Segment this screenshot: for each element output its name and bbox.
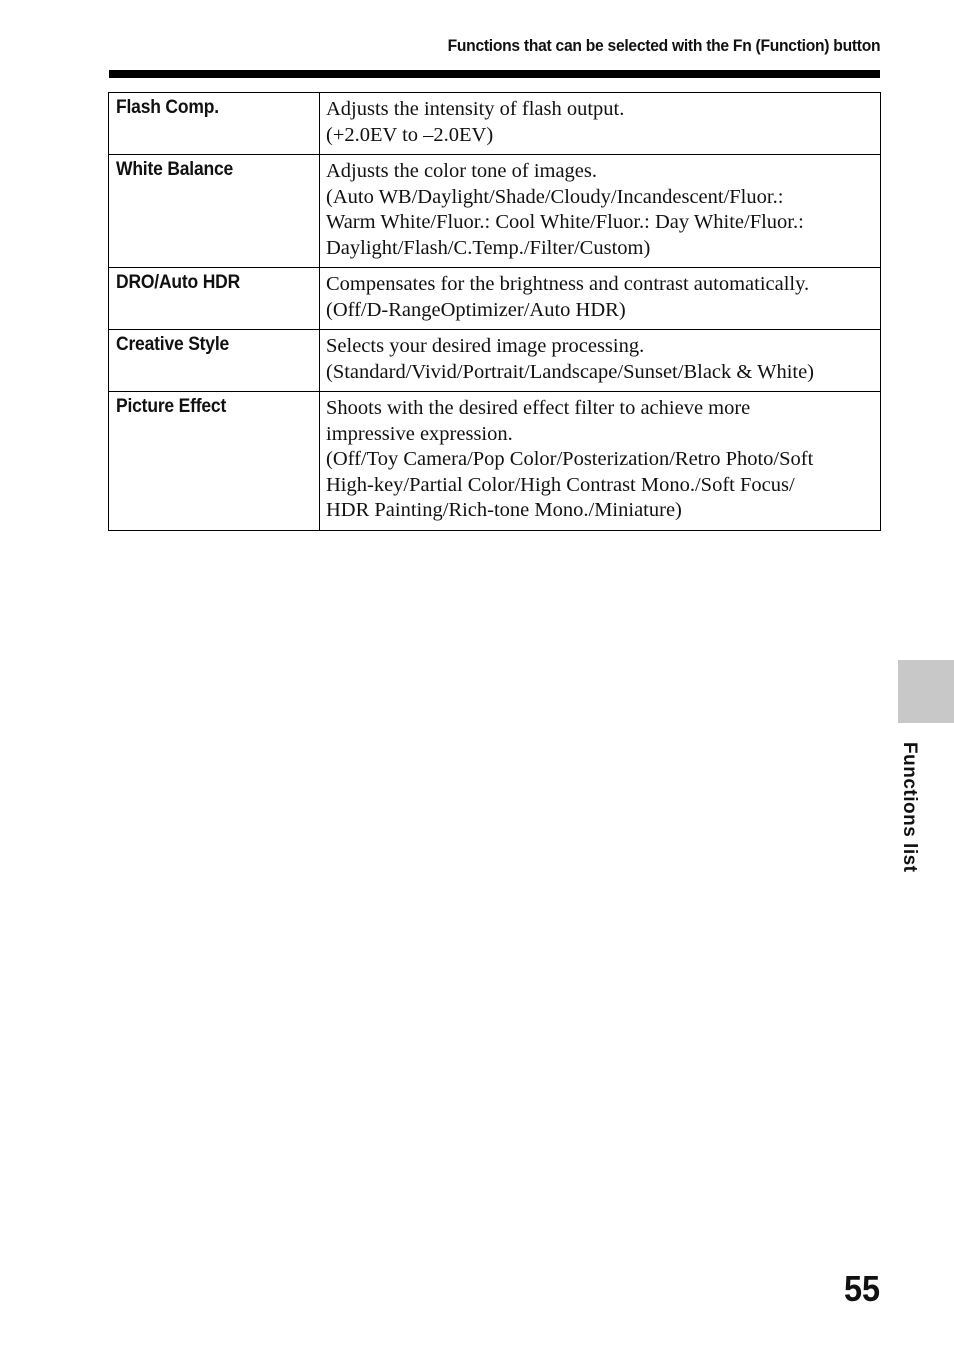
function-name-cell bbox=[109, 268, 320, 330]
function-name-cell bbox=[109, 155, 320, 268]
description-line: HDR Painting/Rich-tone Mono./Miniature) bbox=[326, 499, 682, 521]
description-line: (+2.0EV to –2.0EV) bbox=[326, 123, 494, 146]
description-line: Selects your desired image processing. bbox=[326, 335, 645, 357]
function-description-cell bbox=[320, 268, 881, 330]
description-line: Compensates for the brightness and contrast automatically. bbox=[326, 273, 810, 295]
table-row bbox=[109, 93, 881, 155]
description-line: (Auto WB/Daylight/Shade/Cloudy/Incandescent/Fluor.: bbox=[326, 185, 784, 208]
description-line: (Off/D-RangeOptimizer/Auto HDR) bbox=[326, 298, 626, 321]
function-description-cell bbox=[320, 392, 881, 531]
table-row bbox=[109, 155, 881, 268]
section-tab-label: Functions list bbox=[899, 742, 920, 873]
description-line: Adjusts the color tone of images. bbox=[326, 160, 598, 182]
running-head: Functions that can be selected with the Fn (Function) button bbox=[447, 36, 880, 55]
function-description-cell bbox=[320, 155, 881, 268]
header-rule bbox=[109, 70, 880, 78]
table-row bbox=[109, 392, 881, 531]
description-line: Adjusts the intensity of flash output. bbox=[326, 98, 625, 120]
function-name: White Balance bbox=[116, 159, 234, 180]
function-description-cell bbox=[320, 93, 881, 155]
description-line: impressive expression. bbox=[326, 422, 513, 445]
function-name: DRO/Auto HDR bbox=[116, 272, 241, 293]
functions-table bbox=[108, 92, 881, 531]
description-line: Shoots with the desired effect filter to achieve more bbox=[326, 397, 751, 419]
function-name-cell bbox=[109, 330, 320, 392]
description-line: High-key/Partial Color/High Contrast Mono./Soft Focus/ bbox=[326, 473, 795, 496]
page-number: 55 bbox=[843, 1268, 880, 1309]
function-name: Flash Comp. bbox=[116, 97, 219, 118]
function-description-cell bbox=[320, 330, 881, 392]
description-line: Daylight/Flash/C.Temp./Filter/Custom) bbox=[326, 236, 651, 259]
function-name-cell bbox=[109, 392, 320, 531]
description-line: Warm White/Fluor.: Cool White/Fluor.: Day White/Fluor.: bbox=[326, 211, 804, 233]
description-line: (Off/Toy Camera/Pop Color/Posterization/Retro Photo/Soft bbox=[326, 448, 814, 470]
function-name: Picture Effect bbox=[116, 396, 227, 417]
function-name: Creative Style bbox=[116, 334, 230, 355]
description-line: (Standard/Vivid/Portrait/Landscape/Sunset/Black & White) bbox=[326, 360, 815, 383]
table-row bbox=[109, 268, 881, 330]
section-tab bbox=[898, 660, 954, 723]
function-name-cell bbox=[109, 93, 320, 155]
table-row bbox=[109, 330, 881, 392]
